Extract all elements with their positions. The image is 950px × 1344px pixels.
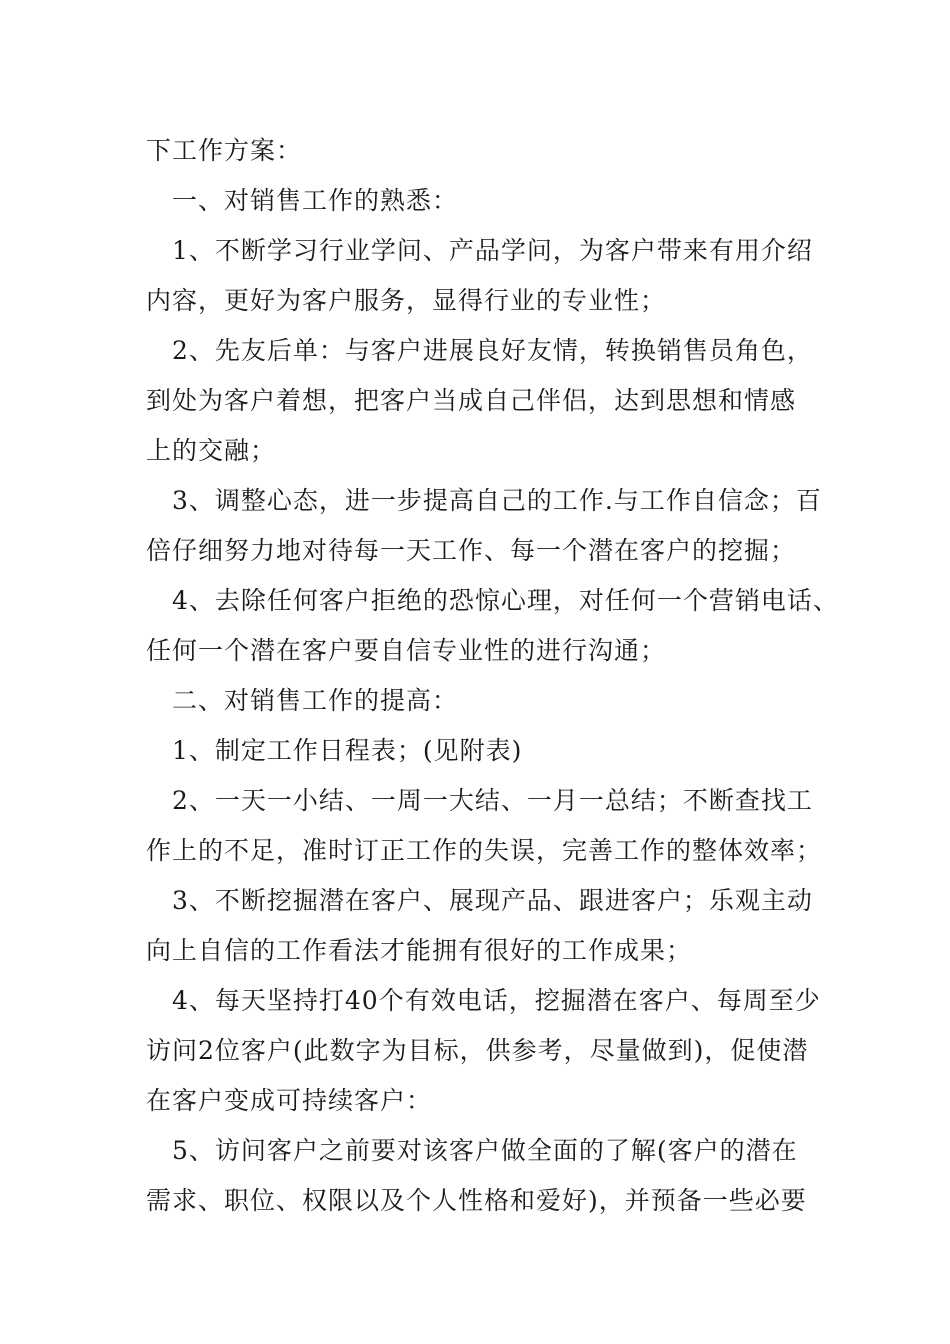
text-line: 下工作方案： [146, 136, 303, 165]
text-line: 1、不断学习行业学问、产品学问，为客户带来有用介绍 [146, 236, 813, 265]
text-line: 一、对销售工作的熟悉： [146, 186, 459, 215]
text-line: 倍仔细努力地对待每一天工作、每一个潜在客户的挖掘； [146, 536, 797, 565]
text-line: 到处为客户着想，把客户当成自己伴侣，达到思想和情感 [146, 386, 797, 415]
text-line: 2、一天一小结、一周一大结、一月一总结；不断查找工 [146, 786, 813, 815]
text-line: 任何一个潜在客户要自信专业性的进行沟通； [146, 636, 667, 665]
text-line: 2、先友后单：与客户进展良好友情，转换销售员角色， [146, 336, 813, 365]
text-line: 作上的不足，准时订正工作的失误，完善工作的整体效率； [146, 836, 823, 865]
text-line: 向上自信的工作看法才能拥有很好的工作成果； [146, 936, 693, 965]
text-line: 需求、职位、权限以及个人性格和爱好)，并预备一些必要 [146, 1186, 807, 1215]
text-line: 1、制定工作日程表；(见附表) [146, 736, 523, 765]
text-line: 3、不断挖掘潜在客户、展现产品、跟进客户；乐观主动 [146, 886, 813, 915]
text-line: 在客户变成可持续客户： [146, 1086, 433, 1115]
text-line: 二、对销售工作的提高： [146, 686, 459, 715]
text-line: 上的交融； [146, 436, 277, 465]
text-line: 内容，更好为客户服务，显得行业的专业性； [146, 286, 667, 315]
text-line: 5、访问客户之前要对该客户做全面的了解(客户的潜在 [146, 1136, 798, 1165]
text-line: 访问2位客户(此数字为目标，供参考，尽量做到)，促使潜 [146, 1036, 809, 1065]
text-line: 4、每天坚持打40个有效电话，挖掘潜在客户、每周至少 [146, 986, 821, 1015]
text-line: 4、去除任何客户拒绝的恐惊心理，对任何一个营销电话、 [146, 586, 839, 615]
text-line: 3、调整心态，进一步提高自己的工作.与工作自信念；百 [146, 486, 822, 515]
